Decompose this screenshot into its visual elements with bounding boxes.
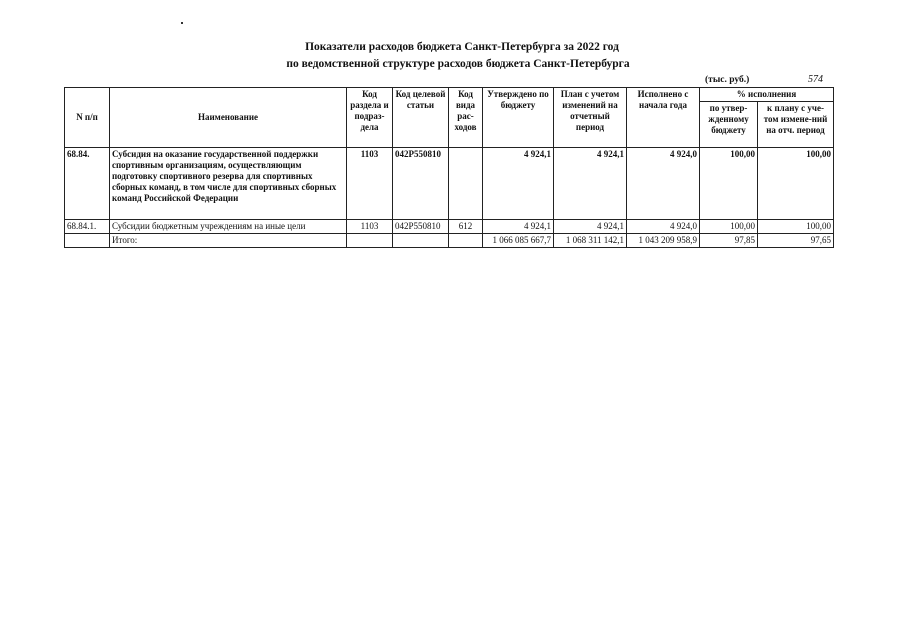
table-row	[65, 220, 834, 234]
row-pct-approved: 100,00	[700, 148, 758, 220]
row-approved: 4 924,1	[483, 220, 554, 234]
total-row	[65, 234, 834, 248]
row-executed: 4 924,0	[627, 148, 700, 220]
total-target-cell	[393, 234, 449, 248]
total-executed: 1 043 209 958,9	[627, 234, 700, 248]
expenses-table	[64, 87, 834, 248]
row-kind-code: 612	[449, 220, 483, 234]
total-section-cell	[347, 234, 393, 248]
table-row	[65, 148, 834, 220]
row-approved: 4 924,1	[483, 148, 554, 220]
total-pct-approved: 97,85	[700, 234, 758, 248]
header-plan: План с учетом изменений на отчетный период	[554, 88, 627, 148]
header-target-code: Код целевой статьи	[393, 88, 449, 148]
row-section-code: 1103	[347, 220, 393, 234]
total-num-cell	[65, 234, 110, 248]
row-target-code: 042P550810	[393, 148, 449, 220]
page-subtitle: по ведомственной структуре расходов бюджета Санкт-Петербурга	[286, 58, 630, 70]
header-expense-kind-code: Код вида рас-ходов	[449, 88, 483, 148]
row-name: Субсидия на оказание государственной поддержки спортивным организациям, осуществляющим подготовку спортивного резерва для спортивных сборных команд, в том числе для спортивных сборных команд Российской Федерации	[110, 148, 347, 220]
total-plan: 1 068 311 142,1	[554, 234, 627, 248]
header-approved: Утверждено по бюджету	[483, 88, 554, 148]
row-num: 68.84.	[65, 148, 110, 220]
scan-speck	[181, 22, 183, 24]
header-percent-group: % исполнения	[700, 88, 834, 102]
header-name: Наименование	[110, 88, 347, 148]
row-kind-code	[449, 148, 483, 220]
row-num: 68.84.1.	[65, 220, 110, 234]
total-label: Итого:	[110, 234, 347, 248]
total-kind-cell	[449, 234, 483, 248]
header-executed: Исполнено с начала года	[627, 88, 700, 148]
header-section-code: Код раздела и подраз-дела	[347, 88, 393, 148]
row-executed: 4 924,0	[627, 220, 700, 234]
units-label: (тыс. руб.)	[705, 75, 750, 85]
header-num: N п/п	[65, 88, 110, 148]
row-pct-plan: 100,00	[758, 220, 834, 234]
header-pct-plan: к плану с уче-том измене-ний на отч. период	[758, 102, 834, 148]
total-pct-plan: 97,65	[758, 234, 834, 248]
row-target-code: 042P550810	[393, 220, 449, 234]
header-pct-approved: по утвер-жденному бюджету	[700, 102, 758, 148]
row-name: Субсидии бюджетным учреждениям на иные цели	[110, 220, 347, 234]
row-plan: 4 924,1	[554, 148, 627, 220]
row-pct-plan: 100,00	[758, 148, 834, 220]
page-title: Показатели расходов бюджета Санкт-Петербурга за 2022 год	[305, 41, 619, 53]
page-number: 574	[808, 74, 823, 85]
row-plan: 4 924,1	[554, 220, 627, 234]
total-approved: 1 066 085 667,7	[483, 234, 554, 248]
row-pct-approved: 100,00	[700, 220, 758, 234]
row-section-code: 1103	[347, 148, 393, 220]
